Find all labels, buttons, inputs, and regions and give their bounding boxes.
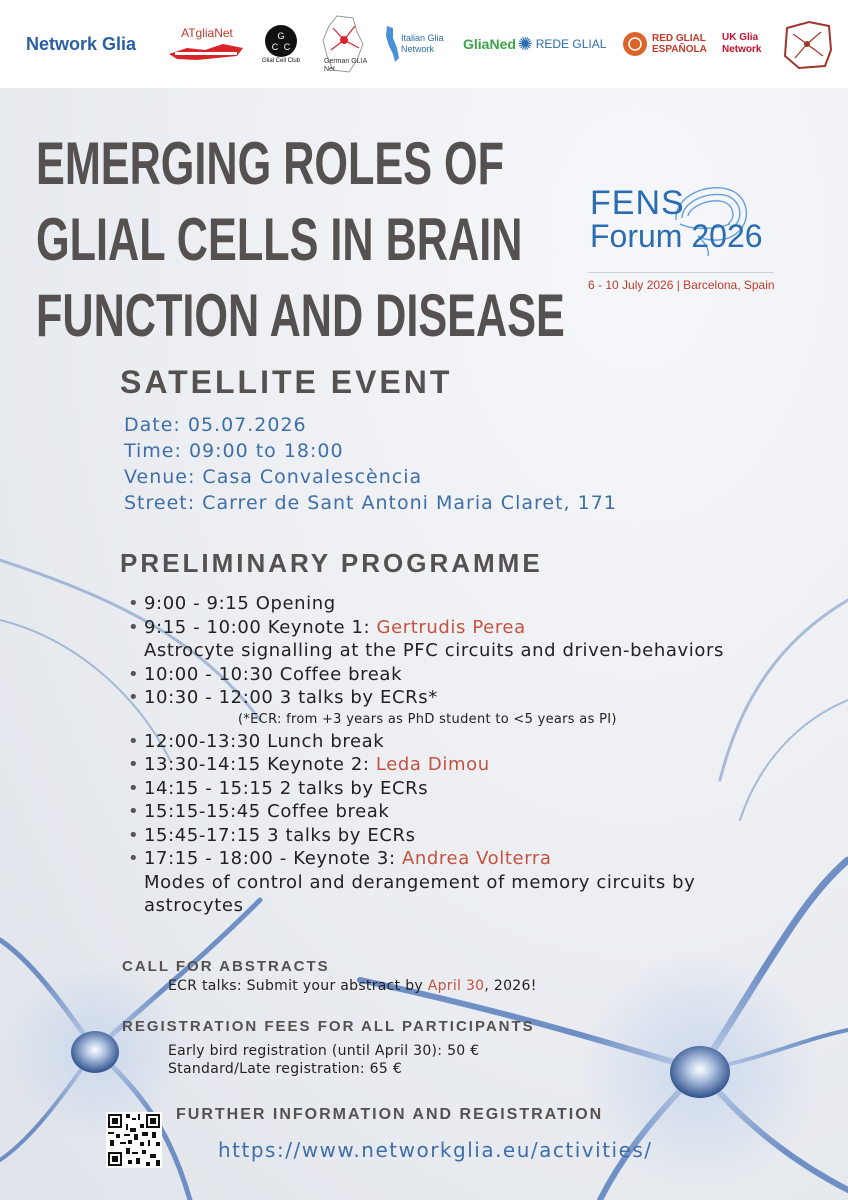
title-line-2: GLIAL CELLS IN BRAIN [36, 206, 523, 273]
rede-glial-logo: ✺ REDE GLIAL [517, 33, 607, 55]
qr-code-icon [106, 1112, 162, 1168]
network-glia-logo: Network Glia [25, 33, 137, 54]
italy-map-icon [383, 24, 401, 64]
fens-dates: 6 - 10 July 2026 | Barcelona, Spain [588, 278, 775, 292]
poland-neuron-icon [779, 16, 835, 72]
italian-glia-network-logo: Italian Glia Network [380, 0, 450, 88]
list-item: • 15:15-15:45 Coffee break [128, 800, 788, 824]
red-glial-emblem-icon [622, 31, 648, 57]
event-time: Time: 09:00 to 18:00 [124, 440, 344, 462]
call-for-abstracts-text: ECR talks: Submit your abstract by April 30, 2026! [168, 978, 537, 994]
fens-forum-logo [580, 180, 780, 300]
fens-divider [588, 272, 774, 273]
list-item: • 17:15 - 18:00 - Keynote 3: Andrea Volterra Modes of control and derangement of memory circuits by astrocytes [128, 847, 788, 918]
abstract-deadline: April 30 [427, 978, 485, 994]
red-glial-espanola-logo: RED GLIAL ESPAÑOLA [620, 0, 712, 88]
satellite-event-heading: SATELLITE EVENT [120, 364, 453, 400]
keynote-speaker-1: Gertrudis Perea [376, 616, 526, 638]
svg-text:C: C [271, 42, 279, 52]
keynote-speaker-3: Andrea Volterra [401, 848, 552, 869]
uk-glia-network-logo: UK Glia Network [722, 32, 762, 55]
list-item: • 13:30-14:15 Keynote 2: Leda Dimou [128, 753, 788, 777]
svg-text:G: G [277, 31, 285, 41]
fens-name: FENS [590, 184, 685, 222]
german-glia-net-logo: German GLIA Net [316, 0, 372, 88]
programme-list [128, 592, 788, 918]
late-fee: Standard/Late registration: 65 € [168, 1061, 403, 1077]
partner-logo-bar [0, 0, 848, 88]
qr-code[interactable] [106, 1112, 162, 1168]
registration-heading: REGISTRATION FEES FOR ALL PARTICIPANTS [122, 1018, 535, 1035]
list-item: • 9:15 - 10:00 Keynote 1: Gertrudis Perea Astrocyte signalling at the PFC circuits and driven-behaviors [128, 616, 788, 663]
registration-link[interactable]: https://www.networkglia.eu/activities/ [218, 1138, 653, 1162]
glial-cell-club-logo: G C C Glial Cell Club [256, 0, 306, 88]
glial-cell-club-icon [264, 24, 298, 58]
event-venue: Venue: Casa Convalescència [124, 466, 423, 488]
svg-text:C: C [283, 42, 291, 52]
event-date: Date: 05.07.2026 [124, 414, 307, 436]
fens-forum-year: Forum 2026 [590, 218, 763, 254]
event-title [36, 126, 565, 354]
polish-glia-logo [774, 0, 840, 88]
keynote-talk-3: Modes of control and derangement of memory circuits by astrocytes [144, 871, 696, 916]
list-item: • 10:00 - 10:30 Coffee break [128, 663, 788, 687]
ecr-note: (*ECR: from +3 years as PhD student to <5 years as PI) [238, 711, 617, 727]
keynote-talk-1: Astrocyte signalling at the PFC circuits and driven-behaviors [144, 640, 724, 661]
list-item: • 14:15 - 15:15 2 talks by ECRs [128, 777, 788, 801]
event-details [124, 412, 617, 516]
title-line-3: FUNCTION AND DISEASE [36, 282, 565, 349]
keynote-speaker-2: Leda Dimou [375, 754, 490, 775]
atglianet-logo: ATgliaNet [162, 0, 252, 88]
early-bird-fee: Early bird registration (until April 30): 50 € [168, 1043, 480, 1059]
further-information-heading: FURTHER INFORMATION AND REGISTRATION [176, 1106, 604, 1123]
list-item: • 15:45-17:15 3 talks by ECRs [128, 824, 788, 848]
gliaped-logo: GliaNed [463, 36, 516, 52]
call-for-abstracts-heading: CALL FOR ABSTRACTS [122, 958, 330, 975]
registration-fees [168, 1042, 479, 1078]
event-street: Street: Carrer de Sant Antoni Maria Claret, 171 [124, 492, 617, 514]
title-line-1: EMERGING ROLES OF [36, 130, 505, 197]
star-neuron-icon: ✺ [517, 33, 533, 55]
austria-map-icon [167, 40, 247, 62]
list-item: • 12:00-13:30 Lunch break [128, 730, 788, 754]
list-item: • 10:30 - 12:00 3 talks by ECRs* (*ECR: from +3 years as PhD student to <5 years as PI) [128, 686, 788, 730]
list-item: • 9:00 - 9:15 Opening [128, 592, 788, 616]
programme-heading: PRELIMINARY PROGRAMME [120, 548, 543, 578]
